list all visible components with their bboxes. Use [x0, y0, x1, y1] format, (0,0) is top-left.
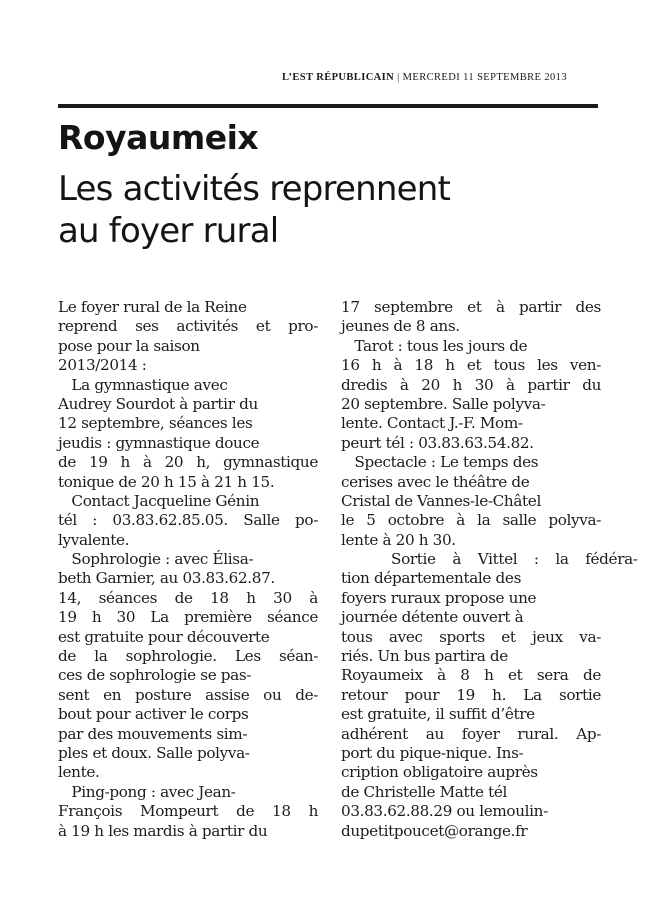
text-line: Sophrologie : avec Élisa-: [58, 550, 254, 569]
text-line: cerises avec le théâtre de: [341, 472, 530, 491]
masthead: [282, 72, 594, 83]
text-line: cription obligatoire auprès: [341, 763, 538, 782]
text-line: Audrey Sourdot à partir du: [58, 394, 258, 413]
text-line: Ping-pong : avec Jean-: [58, 782, 236, 801]
text-line: tous avec sports et jeux va-: [341, 627, 601, 646]
text-line: ples et doux. Salle polyva-: [58, 743, 250, 762]
text-line: ces de sophrologie se pas-: [58, 666, 252, 685]
text-line: à 19 h les mardis à partir du: [58, 821, 268, 840]
headline-line: Les activités reprennent: [58, 169, 451, 209]
text-line: de Christelle Matte tél: [341, 782, 507, 801]
text-line: jeunes de 8 ans.: [341, 317, 460, 336]
text-line: riés. Un bus partira de: [341, 647, 508, 666]
text-line: 03.83.62.88.29 ou lemoulin-: [341, 802, 548, 821]
text-line: 17 septembre et à partir des: [341, 298, 601, 316]
text-line: beth Garnier, au 03.83.62.87.: [58, 569, 275, 588]
publication-date: MERCREDI 11 SEPTEMBRE 2013: [402, 72, 567, 83]
text-line: reprend ses activités et pro-: [58, 317, 318, 336]
headline-line: au foyer rural: [58, 211, 279, 251]
text-line: sent en posture assise ou de-: [58, 685, 318, 704]
text-line: est gratuite, il suffit d’être: [341, 705, 535, 724]
article-headline: [58, 168, 598, 252]
text-line: retour pour 19 h. La sortie: [341, 685, 601, 704]
text-line: de la sophrologie. Les séan-: [58, 647, 318, 666]
text-line: Royaumeix à 8 h et sera de: [341, 666, 601, 685]
text-line: Sortie à Vittel : la fédéra-: [341, 550, 638, 569]
text-line: 14, séances de 18 h 30 à: [58, 588, 318, 607]
article-column-right: [341, 298, 638, 841]
text-line: est gratuite pour découverte: [58, 627, 270, 646]
locality-title: Royaumeix: [58, 118, 259, 157]
masthead-separator: |: [397, 72, 400, 83]
text-line: tion départementale des: [341, 569, 522, 588]
text-line: de 19 h à 20 h, gymnastique: [58, 453, 318, 472]
text-line: foyers ruraux propose une: [341, 588, 537, 607]
text-line: jeudis : gymnastique douce: [58, 433, 260, 452]
text-line: Contact Jacqueline Génin: [58, 491, 260, 510]
text-line: Cristal de Vannes-le-Châtel: [341, 491, 541, 510]
text-line: 2013/2014 :: [58, 356, 147, 375]
text-line: adhérent au foyer rural. Ap-: [341, 724, 601, 743]
text-line: dredis à 20 h 30 à partir du: [341, 375, 601, 394]
text-line: dupetitpoucet@orange.fr: [341, 821, 528, 840]
text-line: 20 septembre. Salle polyva-: [341, 394, 546, 413]
text-line: Le foyer rural de la Reine: [58, 298, 247, 316]
text-line: port du pique-nique. Ins-: [341, 743, 524, 762]
text-line: lente.: [58, 763, 100, 782]
text-line: Spectacle : Le temps des: [341, 453, 539, 472]
publication-name: L’EST RÉPUBLICAIN: [282, 72, 395, 83]
text-line: le 5 octobre à la salle polyva-: [341, 511, 601, 530]
text-line: tél : 03.83.62.85.05. Salle po-: [58, 511, 318, 530]
text-line: lente. Contact J.-F. Mom-: [341, 414, 523, 433]
text-line: La gymnastique avec: [58, 375, 228, 394]
text-line: lente à 20 h 30.: [341, 530, 456, 549]
text-line: par des mouvements sim-: [58, 724, 248, 743]
text-line: peurt tél : 03.83.63.54.82.: [341, 433, 534, 452]
text-line: journée détente ouvert à: [341, 608, 524, 627]
text-line: François Mompeurt de 18 h: [58, 802, 318, 821]
text-line: bout pour activer le corps: [58, 705, 249, 724]
text-line: pose pour la saison: [58, 336, 200, 355]
text-line: tonique de 20 h 15 à 21 h 15.: [58, 472, 275, 491]
text-line: Tarot : tous les jours de: [341, 336, 528, 355]
text-line: lyvalente.: [58, 530, 130, 549]
text-line: 16 h à 18 h et tous les ven-: [341, 356, 601, 375]
article-column-left: [58, 298, 318, 841]
text-line: 19 h 30 La première séance: [58, 608, 318, 627]
header-rule: [58, 104, 598, 108]
text-line: 12 septembre, séances les: [58, 414, 253, 433]
